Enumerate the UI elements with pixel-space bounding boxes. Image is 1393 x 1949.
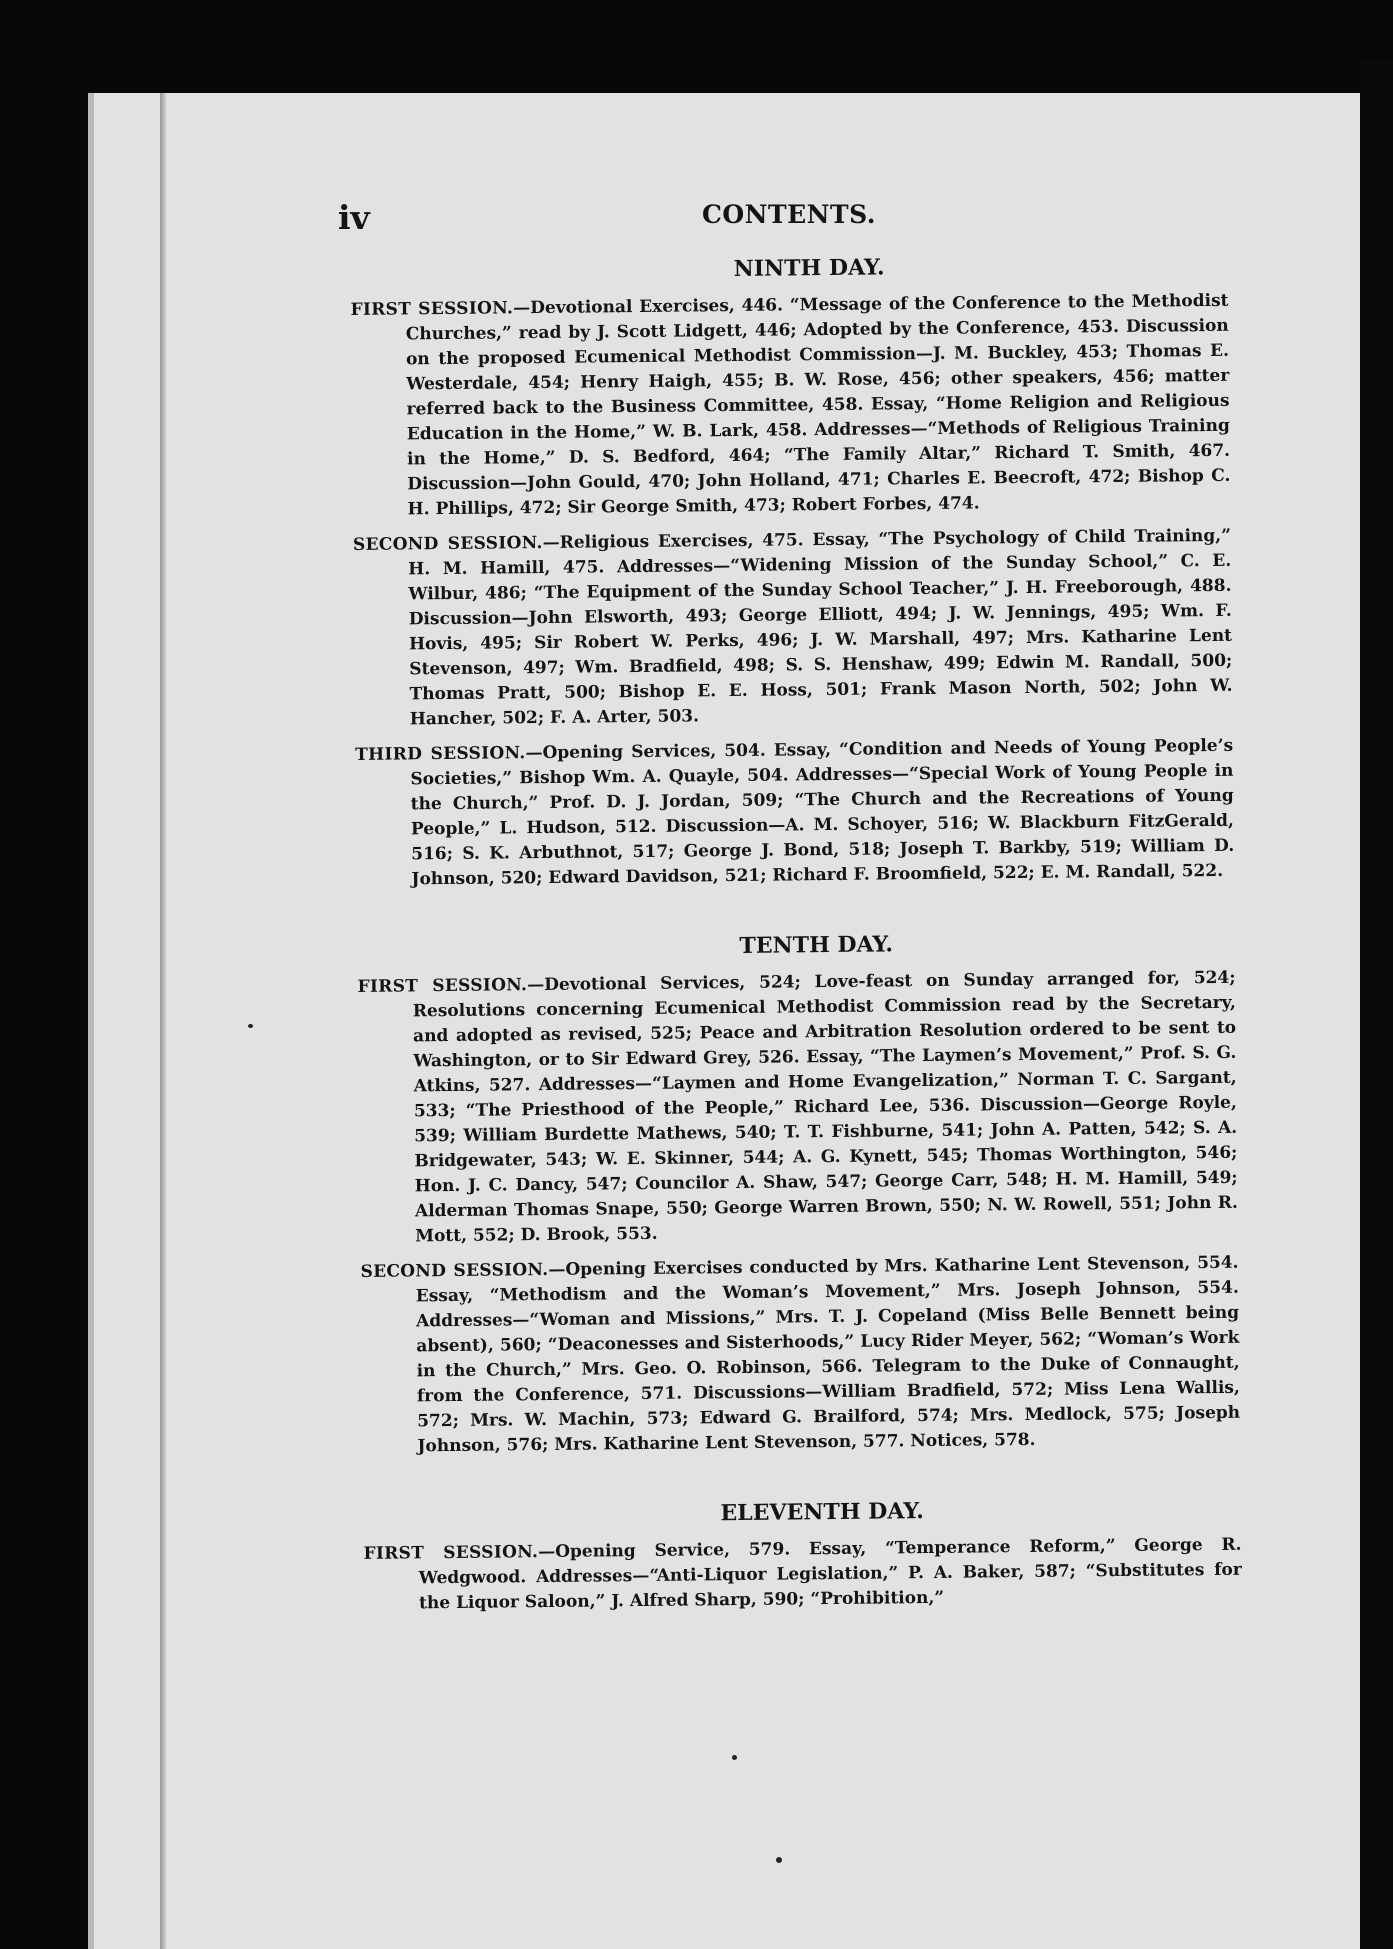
scan-speck xyxy=(732,1755,737,1760)
session-text: —Opening Service, 579. Essay, “Temperance Reform,” George R. Wedgwood. Addresses—“Anti-Liquor Legislation,” P. A. Baker, 587; “Substitutes for the Liquor Saloon,” J. Alfred Sharp, 590; “Prohibition,” xyxy=(418,1534,1242,1614)
session-label: THIRD SESSION. xyxy=(355,743,526,765)
session-text: —Devotional Exercises, 446. “Message of the Conference to the Methodist Churches,” read by J. Scott Lidgett, 446; Adopted by the Conference, 453. Discussion on the proposed Ecumenical Methodist Commission—J. M. Buckley, 453; Thomas E. Westerdale, 454; Henry Haigh, 455; B. W. Rose, 456; other speakers, 456; matter referred back to the Business Committee, 458. Essay, “Home Religion and Religious Education in the Home,” W. B. Lark, 458. Addresses—“Methods of Religious Training in the Home,” D. S. Bedford, 464; “The Family Altar,” Richard T. Smith, 467. Discussion—John Gould, 470; John Holland, 471; Charles E. Beecroft, 472; Bishop C. H. Phillips, 472; Sir George Smith, 473; Robert Forbes, 474. xyxy=(405,290,1231,520)
running-title: CONTENTS. xyxy=(702,200,877,229)
day-heading-tenth: TENTH DAY. xyxy=(739,931,894,959)
session-label: FIRST SESSION. xyxy=(357,975,528,997)
scan-border xyxy=(1360,60,1393,1949)
session-entry xyxy=(363,1533,1242,1617)
session-text: —Devotional Services, 524; Love-feast on Sunday arranged for, 524; Resolutions concerning Ecumenical Methodist Commission read by the Secretary, and adopted as revised, 525; Peace and Arbitration Resolution ordered to be sent to Washington, or to Sir Edward Grey, 526. Essay, “The Laymen’s Movement,” Prof. S. G. Atkins, 527. Addresses—“Laymen and Home Evangelization,” Norman T. C. Sargant, 533; “The Priesthood of the People,” Richard Lee, 536. Discussion—George Royle, 539; William Burdette Mathews, 540; T. T. Fishburne, 541; John A. Patten, 542; S. A. Bridgewater, 543; W. E. Skinner, 544; A. G. Kynett, 545; Thomas Worthington, 546; Hon. J. C. Dancy, 547; Councilor A. Shaw, 547; George Carr, 548; H. M. Hamill, 549; Alderman Thomas Snape, 550; George Warren Brown, 550; N. W. Rowell, 551; John R. Mott, 552; D. Brook, 553. xyxy=(412,967,1239,1247)
day-heading-ninth: NINTH DAY. xyxy=(733,254,885,282)
session-entry xyxy=(355,734,1235,893)
scan-speck xyxy=(776,1857,782,1863)
session-entry xyxy=(360,1251,1240,1460)
session-label: FIRST SESSION. xyxy=(363,1542,539,1564)
session-text: —Opening Services, 504. Essay, “Condition and Needs of Young People’s Societies,” Bishop Wm. A. Quayle, 504. Addresses—“Special Work of Young People in the Church,” Prof. D. J. Jordan, 509; “The Church and the Recreations of Young People,” L. Hudson, 512. Discussion—A. M. Schoyer, 516; W. Blackburn FitzGerald, 516; S. K. Arbuthnot, 517; George J. Bond, 518; Joseph T. Barkby, 519; William D. Johnson, 520; Edward Davidson, 521; Richard F. Broomfield, 522; E. M. Randall, 522. xyxy=(410,735,1235,890)
page-header xyxy=(0,198,1393,238)
session-text: —Religious Exercises, 475. Essay, “The Psychology of Child Training,” H. M. Hamill, 475. Addresses—“Widening Mission of the Sunday School,” C. E. Wilbur, 486; “The Equipment of the Sunday School Teacher,” J. H. Freeborough, 488. Discussion—John Elsworth, 493; George Elliott, 494; J. W. Jennings, 495; Wm. F. Hovis, 495; Sir Robert W. Perks, 496; J. W. Marshall, 497; Mrs. Katharine Lent Stevenson, 497; Wm. Bradfield, 498; S. S. Henshaw, 499; Edwin M. Randall, 500; Thomas Pratt, 500; Bishop E. E. Hoss, 501; Frank Mason North, 502; John W. Hancher, 502; F. A. Arter, 503. xyxy=(408,525,1233,730)
page-number: iv xyxy=(338,198,370,237)
contents-listing xyxy=(350,251,1242,1627)
session-entry xyxy=(350,289,1230,523)
day-heading-eleventh: ELEVENTH DAY. xyxy=(720,1498,924,1527)
session-text: —Opening Exercises conducted by Mrs. Katharine Lent Stevenson, 554. Essay, “Methodism and the Woman’s Movement,” Mrs. Joseph Johnson, 554. Addresses—“Woman and Missions,” Mrs. T. J. Copeland (Miss Belle Bennett being absent), 560; “Deaconesses and Sisterhoods,” Lucy Rider Meyer, 562; “Woman’s Work in the Church,” Mrs. Geo. O. Robinson, 566. Telegram to the Duke of Connaught, from the Conference, 571. Discussions—William Bradfield, 572; Miss Lena Wallis, 572; Mrs. W. Machin, 573; Edward G. Brailford, 574; Mrs. Medlock, 575; Joseph Johnson, 576; Mrs. Katharine Lent Stevenson, 577. Notices, 578. xyxy=(415,1252,1241,1457)
session-entry xyxy=(357,966,1238,1250)
scan-speck xyxy=(248,1024,253,1028)
session-label: FIRST SESSION. xyxy=(350,298,514,320)
session-entry xyxy=(353,524,1233,733)
session-label: SECOND SESSION. xyxy=(352,532,543,555)
page-gutter xyxy=(160,93,166,1949)
session-label: SECOND SESSION. xyxy=(360,1259,549,1282)
